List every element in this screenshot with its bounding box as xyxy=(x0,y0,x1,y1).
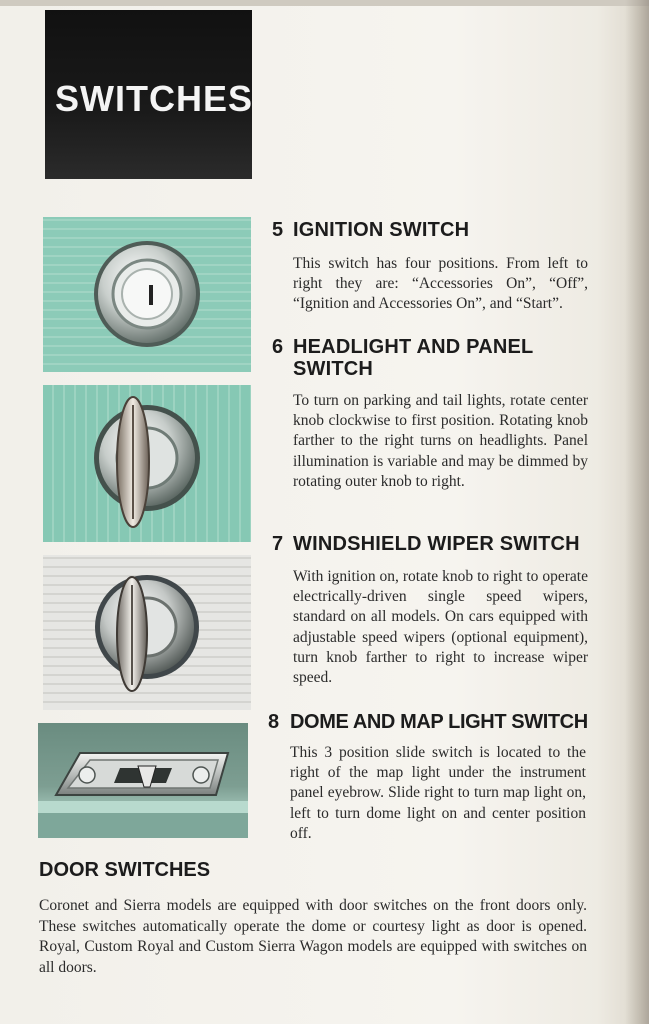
page-top-edge xyxy=(0,0,649,6)
ignition-switch-photo xyxy=(43,217,251,372)
dome-map-light-heading: DOME AND MAP LIGHT SWITCH xyxy=(290,711,588,733)
ignition-switch-text: This switch has four positions. From left to right they are: “Accessories On”, “Off”, “Ignition and Accessories On”, and “Start”. xyxy=(293,255,588,313)
section-number-6: 6 xyxy=(272,336,284,358)
headlight-switch-photo xyxy=(43,385,251,542)
section-number-7: 7 xyxy=(272,533,284,555)
headlight-switch-heading-line1: HEADLIGHT AND PANEL xyxy=(293,336,534,358)
dome-map-light-switch-photo xyxy=(38,723,248,838)
section-number-8: 8 xyxy=(268,711,280,733)
headlight-switch-heading-line2: SWITCH xyxy=(293,358,374,380)
wiper-switch-heading: WINDSHIELD WIPER SWITCH xyxy=(293,533,580,555)
door-switches-heading: DOOR SWITCHES xyxy=(39,859,211,881)
page-title: SWITCHES xyxy=(55,78,254,119)
headlight-switch-text: To turn on parking and tail lights, rotate center knob clockwise to first position. Rotating knob farther to the right turns on headlights. Panel illumination is variable and may be dimmed by rotating outer knob to right. xyxy=(293,392,588,490)
door-switches-text: Coronet and Sierra models are equipped with door switches on the front doors only. These switches automatically operate the dome or courtesy light as door is opened. Royal, Custom Royal and Custom Sierra Wagon models are equipped with switches on all doors. xyxy=(39,897,587,976)
dome-map-light-text: This 3 position slide switch is located to the right of the map light under the instrument panel eyebrow. Slide right to turn map light on, left to turn dome light on and center position off. xyxy=(290,744,586,842)
wiper-switch-text: With ignition on, rotate knob to right to operate electrically-driven single speed wipers, standard on all models. On cars equipped with adjustable speed wipers (optional equipment), turn knob farther to right to increase wiper speed. xyxy=(293,568,588,687)
section-number-5: 5 xyxy=(272,219,284,241)
title-banner xyxy=(45,10,252,179)
ignition-switch-heading: IGNITION SWITCH xyxy=(293,219,470,241)
page-binding-shadow xyxy=(625,0,649,1024)
wiper-switch-photo xyxy=(43,555,251,710)
